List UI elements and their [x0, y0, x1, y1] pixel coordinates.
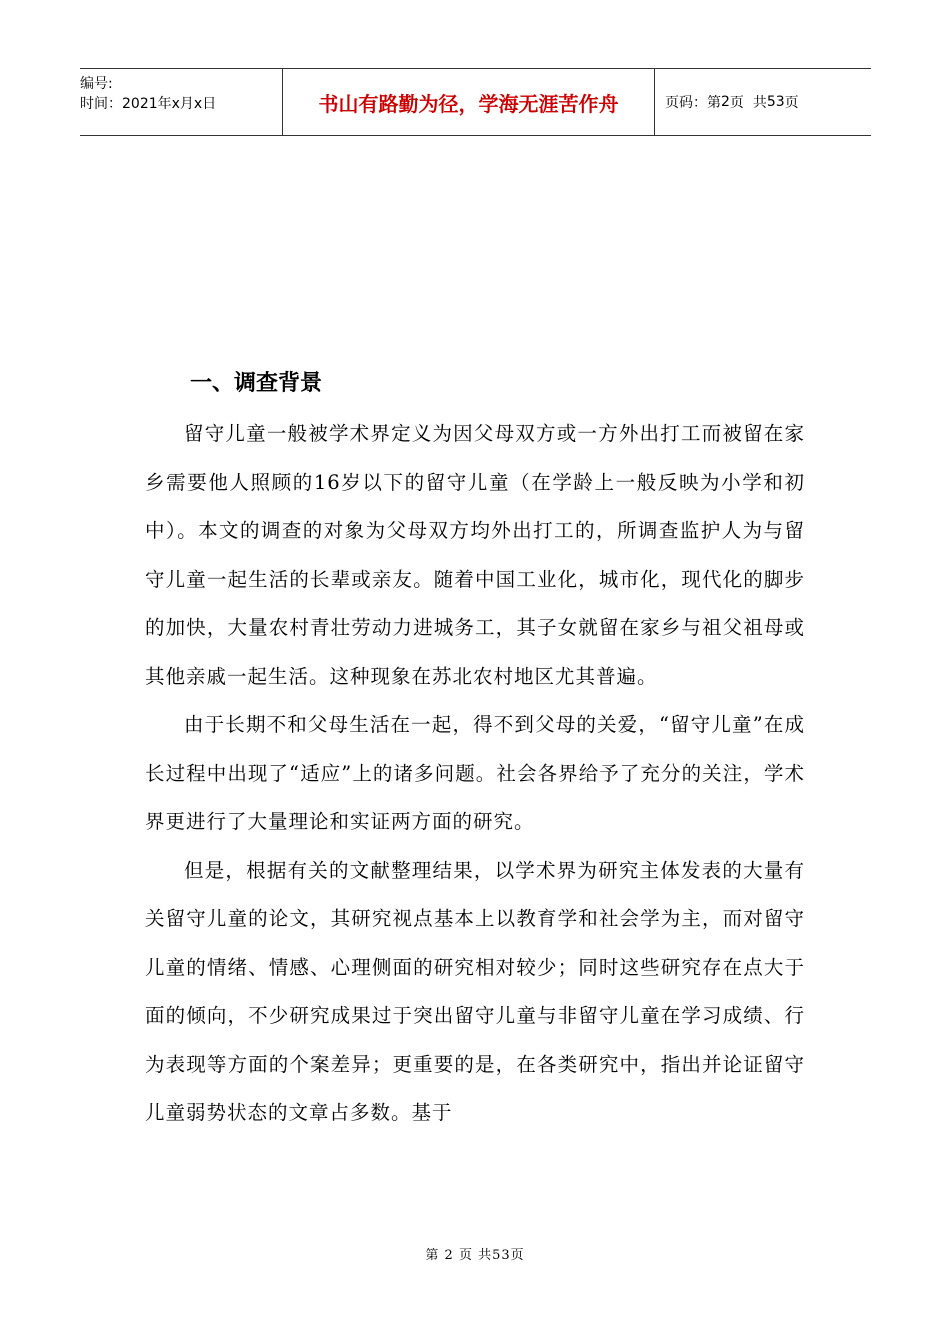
- page-prefix: 页码：第: [665, 95, 721, 111]
- body-text: [145, 410, 805, 1138]
- footer-suffix: 页: [510, 1248, 525, 1263]
- paragraph: 留守儿童一般被学术界定义为因父母双方或一方外出打工而被留在家乡需要他人照顾的16岁以下的留守儿童（在学龄上一般反映为小学和初中）。本文的调查的对象为父母双方均外出打工的，所调查监护人为与留守儿童一起生活的长辈或亲友。随着中国工业化，城市化，现代化的脚步的加快，大量农村青壮劳动力进城务工，其子女就留在家乡与祖父祖母或其他亲戚一起生活。这种现象在苏北农村地区尤其普遍。: [145, 422, 805, 688]
- document-header: [80, 68, 871, 136]
- footer-page-number: 2: [444, 1248, 454, 1263]
- page-total: 53: [766, 94, 785, 110]
- header-info-cell: [80, 69, 282, 135]
- footer-total: 53: [492, 1248, 511, 1263]
- paragraph: 由于长期不和父母生活在一起，得不到父母的关爱，“留守儿童”在成长过程中出现了“适应”上的诸多问题。社会各界给予了充分的关注，学术界更进行了大量理论和实证两方面的研究。: [145, 713, 805, 833]
- header-motto-cell: [282, 69, 655, 135]
- section-heading: 一、调查背景: [190, 371, 323, 396]
- date-label: 时间：2021年x月x日: [80, 96, 217, 112]
- footer-middle: 页 共: [458, 1248, 493, 1263]
- page-footer: [0, 1244, 950, 1263]
- page-mid: 页 共: [729, 95, 767, 111]
- page-number: 2: [721, 94, 730, 110]
- serial-number-label: 编号:: [80, 76, 113, 92]
- page-suffix: 页: [784, 95, 799, 111]
- header-motto: 书山有路勤为径，学海无涯苦作舟: [318, 91, 619, 116]
- header-page-cell: [655, 69, 871, 135]
- footer-prefix: 第: [425, 1248, 440, 1263]
- paragraph: 但是，根据有关的文献整理结果，以学术界为研究主体发表的大量有关留守儿童的论文，其研究视点基本上以教育学和社会学为主，而对留守儿童的情绪、情感、心理侧面的研究相对较少；同时这些研究存在点大于面的倾向，不少研究成果过于突出留守儿童与非留守儿童在学习成绩、行为表现等方面的个案差异；更重要的是，在各类研究中，指出并论证留守儿童弱势状态的文章占多数。基于: [145, 858, 805, 1124]
